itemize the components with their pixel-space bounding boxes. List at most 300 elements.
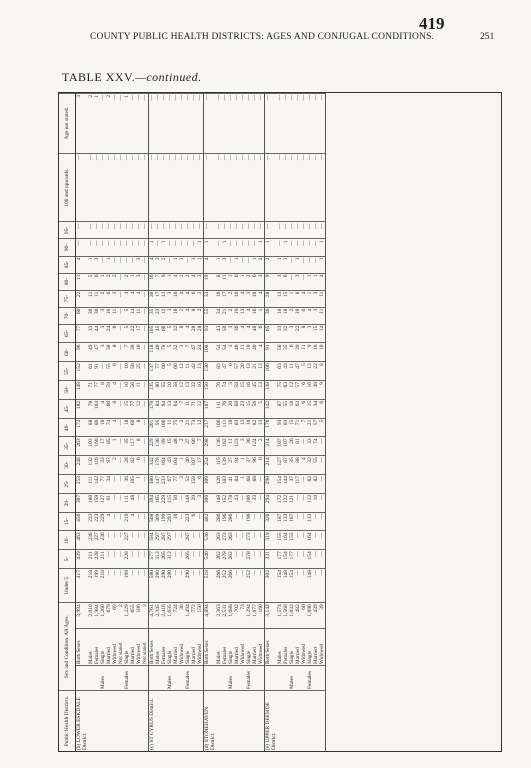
all-ages-cell: 3,994 xyxy=(76,603,89,629)
age-cell: 1 xyxy=(204,239,217,256)
age-cell: — xyxy=(124,222,130,239)
age-column-header: 20- xyxy=(59,493,76,512)
age-cell: — xyxy=(204,222,217,239)
age-cell: 1 xyxy=(173,256,179,273)
age-cell: 108 xyxy=(204,343,217,362)
age-cell: 23 xyxy=(240,399,246,418)
condition-cell: Widowed xyxy=(258,629,265,666)
condition-cell: Married xyxy=(313,629,319,666)
condition-cell: Widowed xyxy=(179,629,185,666)
age-cell: — xyxy=(142,324,149,343)
age-cell: 263 xyxy=(76,437,89,456)
all-ages-cell: 4,761 xyxy=(149,603,156,629)
age-cell: — xyxy=(313,550,319,569)
district-cell xyxy=(319,691,326,752)
age-cell: 11 xyxy=(228,437,234,456)
age-cell: — xyxy=(118,94,124,154)
age-cell: 4 xyxy=(100,399,106,418)
age-cell: — xyxy=(319,437,326,456)
age-cell: 236 xyxy=(88,531,94,550)
age-cell: — xyxy=(295,222,301,239)
all-ages-cell: 1,032 xyxy=(289,603,295,629)
age-cell: — xyxy=(289,94,295,154)
age-cell: 154 xyxy=(289,569,295,603)
age-cell: 13 xyxy=(246,362,252,381)
age-cell: — xyxy=(142,362,149,381)
age-cell: 417 xyxy=(76,569,89,603)
age-cell: 293 xyxy=(167,512,173,531)
age-cell: 30 xyxy=(130,343,136,362)
age-cell: — xyxy=(167,94,173,154)
age-cell: — xyxy=(136,569,142,603)
age-cell: 1 xyxy=(124,94,130,154)
age-cell: 5 xyxy=(88,273,94,290)
age-cell: 11 xyxy=(185,362,191,381)
age-cell: 1 xyxy=(307,273,313,290)
age-cell: 518 xyxy=(204,569,217,603)
all-ages-cell: 439 xyxy=(313,603,319,629)
age-cell: — xyxy=(301,273,307,290)
age-cell: — xyxy=(234,94,240,154)
age-cell: 3 xyxy=(100,324,106,343)
age-cell: 58 xyxy=(173,381,179,400)
age-cell: 8 xyxy=(301,324,307,343)
age-cell: 142 xyxy=(265,399,278,418)
age-cell: — xyxy=(100,153,106,222)
age-cell: 33 xyxy=(277,324,283,343)
age-cell: — xyxy=(258,153,265,222)
age-cell: 8 xyxy=(216,273,222,290)
age-cell: — xyxy=(228,153,234,222)
age-cell: 21 xyxy=(222,307,228,324)
age-cell: 263 xyxy=(228,531,234,550)
age-cell: 183 xyxy=(222,475,228,494)
age-cell: — xyxy=(179,239,185,256)
age-cell: 58 xyxy=(234,381,240,400)
age-cell: — xyxy=(112,222,118,239)
age-cell: — xyxy=(142,418,149,437)
age-cell: 3 xyxy=(240,437,246,456)
age-cell: 309 xyxy=(204,475,217,494)
age-cell: 1 xyxy=(258,307,265,324)
age-cell: 29 xyxy=(191,493,197,512)
age-cell: 107 xyxy=(283,437,289,456)
all-ages-cell: 1,260 xyxy=(100,603,106,629)
age-column-header: 10- xyxy=(59,531,76,550)
age-cell: 36 xyxy=(265,307,278,324)
age-cell: — xyxy=(289,239,295,256)
age-cell: 15 xyxy=(313,324,319,343)
age-cell: 4 xyxy=(258,343,265,362)
age-cell: — xyxy=(258,531,265,550)
age-cell: — xyxy=(136,222,142,239)
age-cell: 9 xyxy=(307,343,313,362)
age-cell: 297 xyxy=(155,531,161,550)
age-cell: 10 xyxy=(167,381,173,400)
age-cell: — xyxy=(319,569,326,603)
age-cell: — xyxy=(149,153,156,222)
age-cell: 158 xyxy=(191,475,197,494)
age-cell: — xyxy=(88,239,94,256)
age-cell: — xyxy=(240,256,246,273)
all-ages-cell: 3,142 xyxy=(265,603,278,629)
age-cell: 1 xyxy=(240,273,246,290)
age-cell: 25 xyxy=(136,362,142,381)
age-cell: 2 xyxy=(179,418,185,437)
age-cell: 3 xyxy=(179,475,185,494)
age-cell: 11 xyxy=(301,343,307,362)
age-cell: 30 xyxy=(88,307,94,324)
age-column-header: 5- xyxy=(59,550,76,569)
age-cell: — xyxy=(112,239,118,256)
age-cell: — xyxy=(136,531,142,550)
age-cell: 217 xyxy=(204,418,217,437)
age-cell: — xyxy=(228,256,234,273)
age-cell: 124 xyxy=(252,437,258,456)
all-ages-cell: 1,568 xyxy=(283,603,289,629)
age-cell: — xyxy=(252,550,258,569)
age-cell: — xyxy=(124,239,130,256)
age-cell: 214 xyxy=(265,437,278,456)
age-cell: 117 xyxy=(295,475,301,494)
age-cell: — xyxy=(301,437,307,456)
age-cell: 7 xyxy=(179,399,185,418)
age-cell: — xyxy=(130,239,136,256)
age-cell: 55 xyxy=(204,307,217,324)
age-cell: 201 xyxy=(149,418,156,437)
age-cell: — xyxy=(88,153,94,222)
age-cell: 2 xyxy=(155,256,161,273)
age-cell: — xyxy=(197,531,204,550)
age-cell: — xyxy=(118,475,124,494)
age-cell: — xyxy=(252,94,258,154)
age-cell: — xyxy=(191,239,197,256)
age-cell: 59 xyxy=(106,381,112,400)
age-cell: 48 xyxy=(130,493,136,512)
age-cell: 2 xyxy=(112,273,118,290)
age-cell: 5 xyxy=(301,362,307,381)
age-cell: — xyxy=(118,437,124,456)
age-cell: 199 xyxy=(124,569,130,603)
age-cell: 56 xyxy=(130,362,136,381)
age-cell: 74 xyxy=(222,381,228,400)
age-cell: 57 xyxy=(313,418,319,437)
age-cell: 94 xyxy=(234,456,240,475)
age-cell: — xyxy=(142,475,149,494)
age-cell: 127 xyxy=(100,493,106,512)
page-number: 419 xyxy=(419,14,445,33)
all-ages-cell: 1,090 xyxy=(307,603,313,629)
age-cell: 1 xyxy=(94,94,100,154)
age-cell: 1 xyxy=(307,290,313,307)
age-cell: — xyxy=(277,153,283,222)
all-ages-cell: 1,688 xyxy=(228,603,234,629)
age-cell: — xyxy=(319,94,326,154)
age-cell: 302 xyxy=(265,569,278,603)
age-cell: 34 xyxy=(106,475,112,494)
sex-group-cell: Females xyxy=(124,666,130,691)
condition-cell: Both Sexes xyxy=(149,629,156,666)
age-cell: — xyxy=(289,222,295,239)
age-cell: 3 xyxy=(136,273,142,290)
age-cell: — xyxy=(252,239,258,256)
age-cell: — xyxy=(130,256,136,273)
age-cell: — xyxy=(234,531,240,550)
age-cell: — xyxy=(283,222,289,239)
condition-cell: Females xyxy=(283,629,289,666)
age-cell: 4 xyxy=(307,307,313,324)
age-cell: 6 xyxy=(319,399,326,418)
age-cell: 148 xyxy=(216,493,222,512)
age-cell: 138 xyxy=(265,381,278,400)
age-cell: 28 xyxy=(265,290,278,307)
condition-cell: Single xyxy=(228,629,234,666)
age-cell: — xyxy=(295,493,301,512)
age-cell: 3 xyxy=(167,307,173,324)
age-cell: — xyxy=(118,456,124,475)
age-cell: 12 xyxy=(197,418,204,437)
age-cell: 266 xyxy=(228,569,234,603)
age-cell: 91 xyxy=(265,343,278,362)
age-cell: 3 xyxy=(76,94,89,154)
age-cell: — xyxy=(179,94,185,154)
age-cell: 36 xyxy=(234,324,240,343)
sex-group-cell xyxy=(76,666,89,691)
age-cell: — xyxy=(112,94,118,154)
age-cell: 456 xyxy=(76,512,89,531)
age-cell: — xyxy=(252,569,258,603)
age-cell: 1 xyxy=(130,273,136,290)
age-cell: 273 xyxy=(246,531,252,550)
age-cell: 40 xyxy=(234,343,240,362)
age-cell: 4 xyxy=(258,290,265,307)
age-cell: — xyxy=(130,531,136,550)
age-cell: 482 xyxy=(204,512,217,531)
age-cell: 130 xyxy=(155,437,161,456)
age-column-header: 45- xyxy=(59,399,76,418)
age-cell: 4 xyxy=(149,256,156,273)
age-cell: 155 xyxy=(277,531,283,550)
age-cell: 1 xyxy=(319,239,326,256)
age-cell: 298 xyxy=(265,475,278,494)
age-cell: 123 xyxy=(234,437,240,456)
age-cell: 214 xyxy=(265,456,278,475)
age-cell: — xyxy=(204,94,217,154)
age-cell: 164 xyxy=(161,456,167,475)
all-ages-cell: 2,363 xyxy=(216,603,222,629)
age-column-header: 85- xyxy=(59,256,76,273)
age-cell: 3 xyxy=(313,290,319,307)
age-cell: — xyxy=(313,153,319,222)
age-cell: 105 xyxy=(130,475,136,494)
age-cell: 286 xyxy=(216,512,222,531)
condition-cell: Married xyxy=(106,629,112,666)
condition-cell: Females xyxy=(222,629,228,666)
age-cell: 331 xyxy=(265,550,278,569)
age-cell: — xyxy=(240,550,246,569)
age-column-header: 35- xyxy=(59,437,76,456)
age-cell: 47 xyxy=(295,362,301,381)
age-cell: 16 xyxy=(313,343,319,362)
age-cell: 60 xyxy=(76,307,89,324)
age-cell: 2 xyxy=(161,256,167,273)
age-cell: 1 xyxy=(283,239,289,256)
age-cell: 8 xyxy=(112,343,118,362)
age-cell: — xyxy=(167,239,173,256)
age-cell: 57 xyxy=(234,362,240,381)
age-cell: — xyxy=(313,512,319,531)
age-cell: 4 xyxy=(240,290,246,307)
age-cell: — xyxy=(319,531,326,550)
age-cell: 9 xyxy=(265,273,278,290)
age-cell: 18 xyxy=(283,307,289,324)
age-cell: — xyxy=(118,362,124,381)
age-cell: — xyxy=(185,256,191,273)
age-cell: 176 xyxy=(265,418,278,437)
age-cell: — xyxy=(301,512,307,531)
condition-cell: Single xyxy=(307,629,313,666)
age-cell: 32 xyxy=(173,343,179,362)
age-cell: 312 xyxy=(167,550,173,569)
age-cell: 1 xyxy=(240,475,246,494)
age-cell: — xyxy=(289,256,295,273)
age-column-header: 15- xyxy=(59,512,76,531)
all-ages-cell: 1,229 xyxy=(124,603,130,629)
age-cell: — xyxy=(118,153,124,222)
age-cell: 40 xyxy=(185,456,191,475)
condition-cell: Married xyxy=(130,629,136,666)
age-cell: 91 xyxy=(94,362,100,381)
age-cell: 61 xyxy=(106,493,112,512)
age-cell: 6 xyxy=(136,456,142,475)
age-cell: 28 xyxy=(124,456,130,475)
age-cell: 63 xyxy=(295,399,301,418)
age-cell: 4 xyxy=(301,456,307,475)
age-cell: 22 xyxy=(295,324,301,343)
age-cell: — xyxy=(319,493,326,512)
age-column-header: 65- xyxy=(59,324,76,343)
age-cell: 7 xyxy=(185,343,191,362)
age-cell: — xyxy=(191,94,197,154)
condition-cell: Widowed xyxy=(319,629,326,666)
age-cell: 290 xyxy=(155,569,161,603)
age-cell: 56 xyxy=(277,343,283,362)
age-cell: 122 xyxy=(283,493,289,512)
age-cell: 6 xyxy=(234,273,240,290)
age-cell: 394 xyxy=(149,493,156,512)
age-cell: 8 xyxy=(179,324,185,343)
age-cell: — xyxy=(118,307,124,324)
age-cell: 4 xyxy=(173,273,179,290)
age-cell: — xyxy=(277,239,283,256)
age-cell: 47 xyxy=(94,343,100,362)
age-cell: 13 xyxy=(258,362,265,381)
age-cell: 82 xyxy=(313,475,319,494)
age-cell: 24 xyxy=(197,343,204,362)
age-cell: 133 xyxy=(307,512,313,531)
all-ages-cell: 106 xyxy=(136,603,142,629)
age-cell: 33 xyxy=(100,456,106,475)
age-cell: 73 xyxy=(191,418,197,437)
age-cell: — xyxy=(295,531,301,550)
age-cell: 15 xyxy=(307,399,313,418)
age-cell: 3 xyxy=(289,324,295,343)
age-cell: 10 xyxy=(197,381,204,400)
age-cell: 172 xyxy=(277,493,283,512)
age-cell: 1 xyxy=(258,239,265,256)
condition-cell: Married xyxy=(295,629,301,666)
age-cell: — xyxy=(136,512,142,531)
condition-cell: Single xyxy=(100,629,106,666)
age-cell: 150 xyxy=(204,381,217,400)
table-row xyxy=(265,94,278,752)
age-cell: 3 xyxy=(100,343,106,362)
district-cell: (b) LOWER ESKDALE District. xyxy=(76,691,89,752)
age-cell: 3 xyxy=(307,324,313,343)
age-cell: 218 xyxy=(100,569,106,603)
age-cell: 15 xyxy=(240,381,246,400)
age-cell: — xyxy=(161,222,167,239)
age-cell: — xyxy=(118,531,124,550)
age-column-header: 75- xyxy=(59,290,76,307)
age-cell: — xyxy=(106,569,112,603)
all-ages-cell: 60 xyxy=(301,603,307,629)
age-cell: 6 xyxy=(258,324,265,343)
age-cell: — xyxy=(197,222,204,239)
age-cell: 5 xyxy=(124,307,130,324)
age-cell: — xyxy=(216,153,222,222)
age-cell: 75 xyxy=(277,381,283,400)
age-cell: 94 xyxy=(161,399,167,418)
condition-cell: Both Sexes xyxy=(204,629,217,666)
age-cell: — xyxy=(240,239,246,256)
age-cell: 17 xyxy=(136,324,142,343)
age-cell: 8 xyxy=(136,418,142,437)
age-cell: 1 xyxy=(319,256,326,273)
age-cell: — xyxy=(246,94,252,154)
age-cell: 1 xyxy=(179,256,185,273)
age-cell: — xyxy=(234,512,240,531)
age-cell: 19 xyxy=(204,273,217,290)
age-cell: 4 xyxy=(179,290,185,307)
condition-cell: Widowed xyxy=(301,629,307,666)
age-cell: — xyxy=(246,256,252,273)
age-cell: 61 xyxy=(88,362,94,381)
age-cell: — xyxy=(118,550,124,569)
age-cell: 107 xyxy=(191,456,197,475)
age-cell: — xyxy=(173,239,179,256)
age-cell: 48 xyxy=(173,437,179,456)
age-cell: — xyxy=(118,569,124,603)
condition-cell: Both Sexes xyxy=(76,629,89,666)
sex-group-cell: Males xyxy=(228,666,234,691)
age-cell: 112 xyxy=(307,493,313,512)
age-cell: 60 xyxy=(161,324,167,343)
age-cell: 66 xyxy=(106,399,112,418)
condition-cell: Widowed xyxy=(197,629,204,666)
condition-cell: Single xyxy=(289,629,295,666)
age-cell: 56 xyxy=(130,381,136,400)
age-cell: 154 xyxy=(277,569,283,603)
age-cell: 35 xyxy=(289,456,295,475)
age-cell: 10 xyxy=(136,343,142,362)
age-cell: — xyxy=(197,153,204,222)
age-cell: — xyxy=(222,94,228,154)
age-cell: 106 xyxy=(265,362,278,381)
age-cell: 24 xyxy=(106,324,112,343)
age-cell: 11 xyxy=(136,381,142,400)
age-cell: 178 xyxy=(155,456,161,475)
